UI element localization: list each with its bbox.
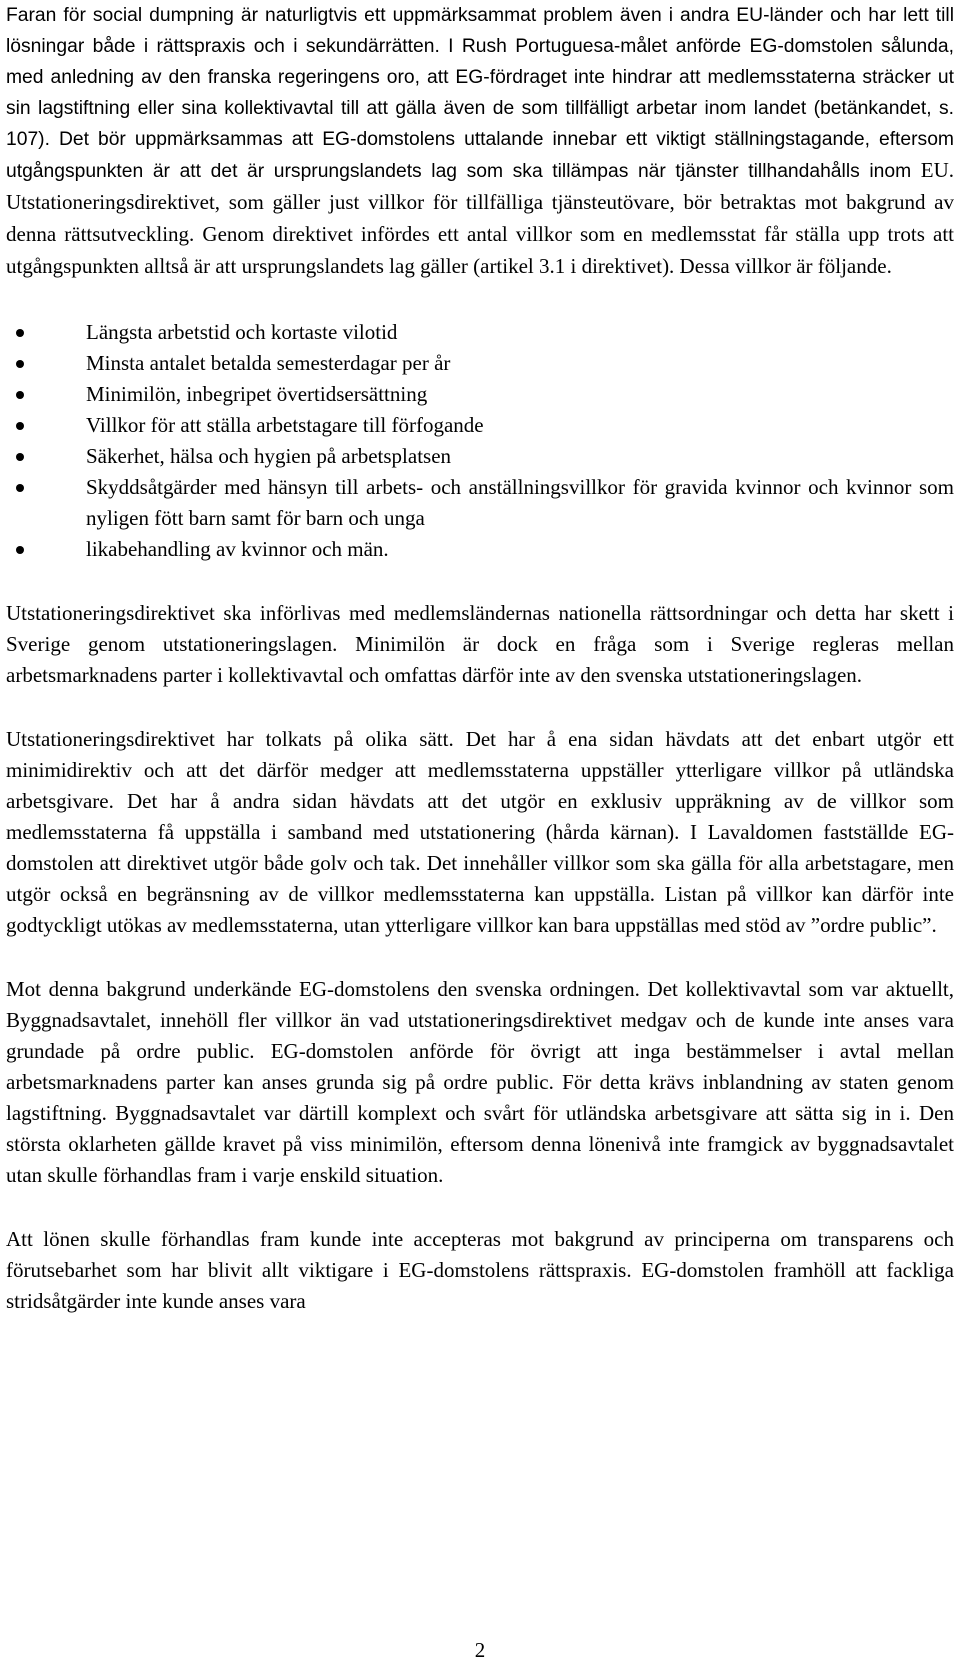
paragraph-intro-part2: EU. Utstationeringsdirektivet, som gäller just villkor för tillfälliga tjänsteutövare, bör betraktas mot bakgrund av denna rättsutveckling. Genom direktivet infördes ett antal villkor som en medlemsstat får ställa upp trots att utgångspunkten alltså är att ursprungslandets lag gäller (artikel 3.1 i direktivet). Dessa villkor är följande. [6,158,954,278]
list-item: Skyddsåtgärder med hänsyn till arbets- och anställningsvillkor för gravida kvinnor och kvinnor som nyligen fött barn samt för barn och unga [6,472,954,534]
paragraph-ruling: Mot denna bakgrund underkände EG-domstolens den svenska ordningen. Det kollektivavtal som var aktuellt, Byggnadsavtalet, innehöll fler villkor än vad utstationeringsdirektivet medgav och de kunde inte anses vara grundade på ordre public. EG-domstolen anförde för övrigt att inga bestämmelser i avtal mellan arbetsmarknadens parter kan anses grunda sig på ordre public. För detta krävs inblandning av staten genom lagstiftning. Byggnadsavtalet var därtill komplext och svårt för utländska arbetsgivare att sätta sig in i. Den största oklarheten gällde kravet på viss minimilön, eftersom denna lönenivå inte framgick av byggnadsavtalet utan skulle förhandlas fram i varje enskild situation. [6,977,954,1187]
paragraph-intro-part1: Faran för social dumpning är naturligtvis ett uppmärksammat problem även i andra EU-länder och har lett till lösningar både i rättspraxis och i sekundärrätten. I Rush Portuguesa-målet anförde EG-domstolen sålunda, med anledning av den franska regeringens oro, att EG-fördraget inte hindrar att medlemsstaterna sträcker ut sin lagstiftning eller sina kollektivavtal till att gälla även de som tillfälligt arbetar inom landet (betänkandet, s. 107). Det bör uppmärksammas att EG-domstolens uttalande innebar ett viktigt ställningstagande, eftersom utgångspunkten är att det är ursprungslandets lag som ska tillämpas när tjänster tillhandahålls inom [6,5,954,182]
list-item: Längsta arbetstid och kortaste vilotid [6,317,954,348]
bullet-icon [16,546,24,554]
paragraph-intro [6,0,954,283]
bullet-icon [16,453,24,461]
bullet-icon [16,360,24,368]
bullet-icon [16,422,24,430]
bullet-icon [16,329,24,337]
list-item: likabehandling av kvinnor och män. [6,534,954,565]
bullet-icon [16,484,24,492]
conditions-list [6,317,954,565]
paragraph-interpretation: Utstationeringsdirektivet har tolkats på olika sätt. Det har å ena sidan hävdats att det enbart utgör ett minimidirektiv och att det därför medger att medlemsstaterna uppställer ytterligare villkor på utländska arbetsgivare. Det har å andra sidan hävdats att det utgör en exklusiv uppräkning av de villkor som medlemsstaterna få uppställa i samband med utstationering (hårda kärnan). I Lavaldomen fastställde EG-domstolen att direktivet utgör både golv och tak. Det innehåller villkor som ska gälla för alla arbetstagare, men utgör också en begränsning av de villkor medlemsstaterna kan uppställa. Listan på villkor kan därför inte godtyckligt utökas av medlemsstaterna, utan ytterligare villkor kan bara uppställas med stöd av ”ordre public”. [6,727,954,937]
list-item: Minsta antalet betalda semesterdagar per år [6,348,954,379]
list-item: Säkerhet, hälsa och hygien på arbetsplatsen [6,441,954,472]
page-number: 2 [474,1638,486,1662]
bullet-icon [16,391,24,399]
list-item: Villkor för att ställa arbetstagare till förfogande [6,410,954,441]
paragraph-wages: Att lönen skulle förhandlas fram kunde inte accepteras mot bakgrund av principerna om transparens och förutsebarhet som har blivit allt viktigare i EG-domstolens rättspraxis. EG-domstolen framhöll att fackliga stridsåtgärder inte kunde anses vara [6,1227,954,1313]
paragraph-implementation: Utstationeringsdirektivet ska införlivas med medlemsländernas nationella rättsordningar och detta har skett i Sverige genom utstationeringslagen. Minimilön är dock en fråga som i Sverige regleras mellan arbetsmarknadens parter i kollektivavtal och omfattas därför inte av den svenska utstationeringslagen. [6,601,954,687]
document-page [6,0,954,1317]
list-item: Minimilön, inbegripet övertidsersättning [6,379,954,410]
